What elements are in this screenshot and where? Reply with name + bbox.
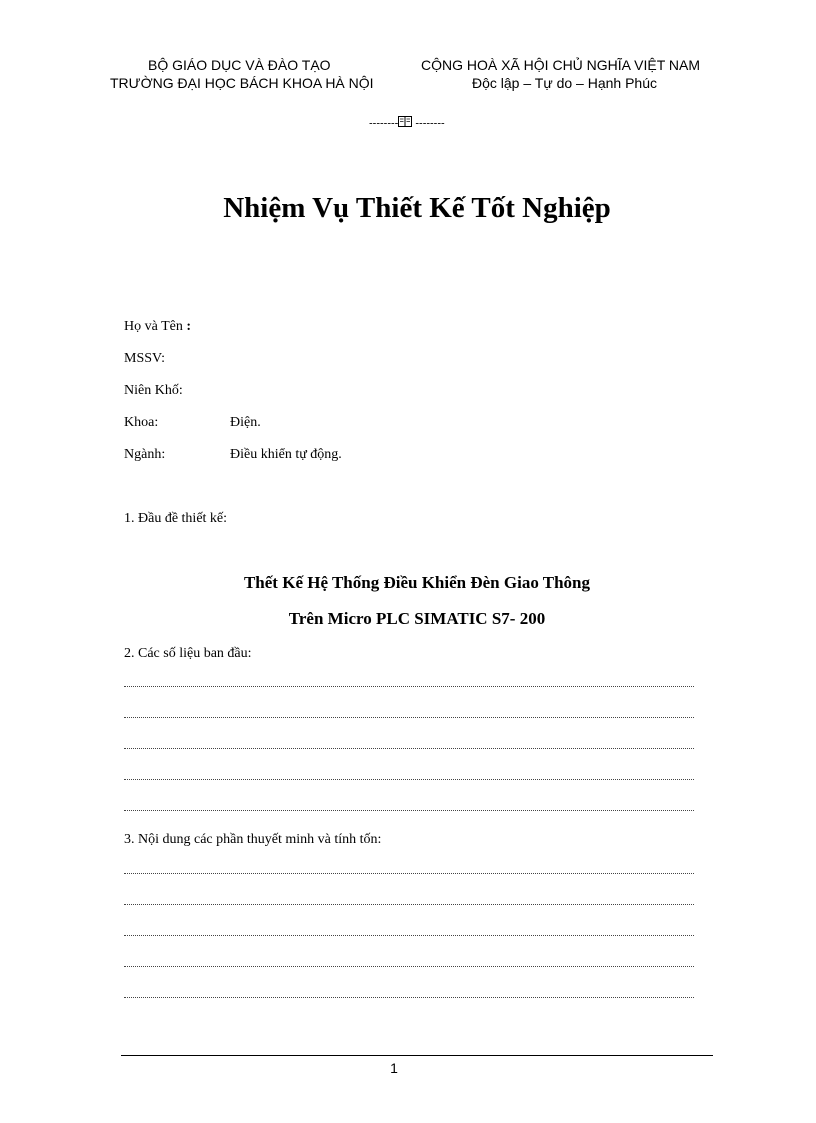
divider-left: -------- — [369, 117, 399, 130]
field-major-label: Ngành: — [124, 447, 166, 462]
divider-right: -------- — [412, 117, 445, 130]
blank-line — [124, 717, 694, 718]
section1-heading: 1. Đầu đề thiết kế: — [124, 511, 228, 526]
blank-line — [124, 686, 694, 687]
ministry-name: BỘ GIÁO DỤC VÀ ĐÀO TẠO — [148, 57, 331, 73]
field-mssv-label: MSSV: — [124, 351, 165, 366]
section2-heading: 2. Các số liệu ban đầu: — [124, 646, 252, 661]
book-icon — [398, 116, 412, 131]
footer-rule — [121, 1055, 713, 1056]
blank-line — [124, 997, 694, 998]
topic-line-2: Trên Micro PLC SIMATIC S7- 200 — [288, 609, 546, 628]
topic-line-1: Thết Kế Hệ Thống Điều Khiển Đèn Giao Thông — [243, 573, 591, 592]
page-number: 1 — [390, 1060, 398, 1076]
blank-line — [124, 966, 694, 967]
university-name: TRƯỜNG ĐẠI HỌC BÁCH KHOA HÀ NỘI — [110, 75, 374, 91]
section3-heading: 3. Nội dung các phần thuyết minh và tính tốn: — [124, 832, 382, 847]
field-major-value: Điều khiển tự động. — [230, 447, 342, 462]
country-name: CỘNG HOÀ XÃ HỘI CHỦ NGHĨA VIỆT NAM — [421, 57, 701, 73]
field-faculty-label: Khoa: — [124, 415, 159, 430]
blank-line — [124, 810, 694, 811]
blank-line — [124, 748, 694, 749]
blank-line — [124, 935, 694, 936]
field-name-label: Họ và Tên : — [124, 319, 192, 334]
field-faculty-value: Điện. — [230, 415, 261, 430]
blank-line — [124, 779, 694, 780]
page-title: Nhiệm Vụ Thiết Kế Tốt Nghiệp — [223, 192, 611, 224]
header-divider — [369, 116, 445, 131]
field-year-label: Niên Khố: — [124, 383, 183, 398]
blank-line — [124, 873, 694, 874]
blank-line — [124, 904, 694, 905]
national-motto: Độc lập – Tự do – Hạnh Phúc — [472, 75, 658, 91]
